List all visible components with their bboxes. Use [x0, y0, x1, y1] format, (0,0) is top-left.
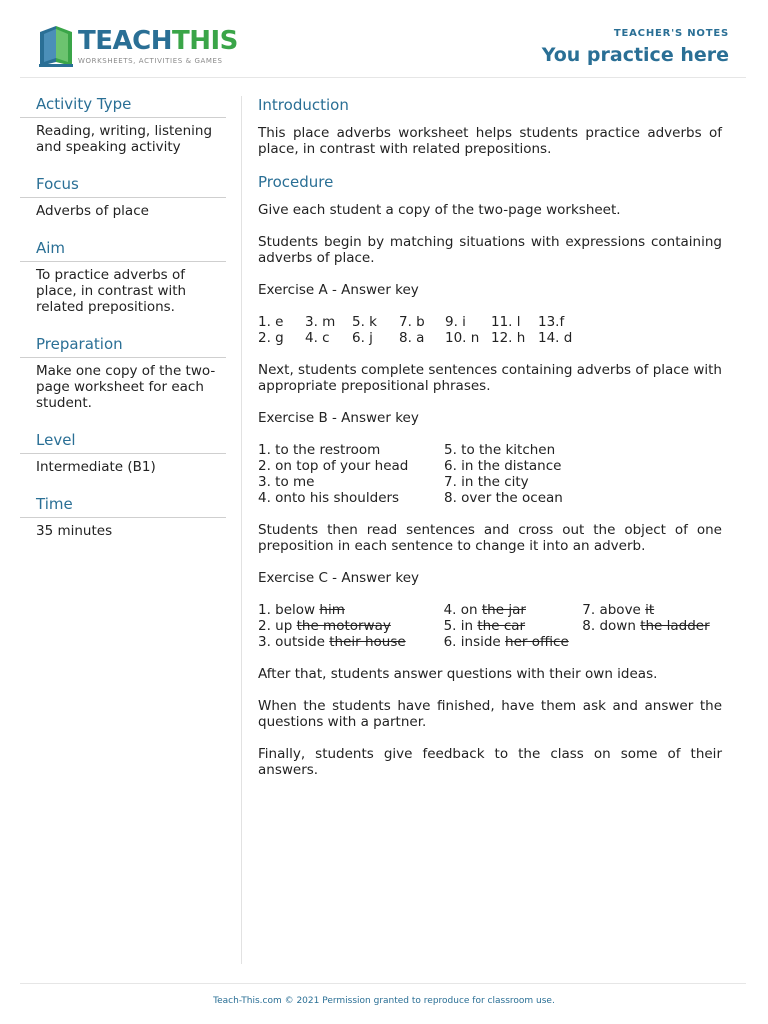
logo-tagline: WORKSHEETS, ACTIVITIES & GAMES	[78, 57, 223, 65]
exercise-a-title: Exercise A - Answer key	[258, 282, 419, 298]
main-content	[258, 96, 722, 794]
exercise-c-answers	[258, 602, 722, 650]
exercise-c-title: Exercise C - Answer key	[258, 570, 419, 586]
procedure-step-7: Finally, students give feedback to the class on some of their answers.	[258, 746, 722, 778]
procedure-step-3: Next, students complete sentences containing adverbs of place with appropriate prepositional phrases.	[258, 362, 722, 394]
exercise-a-answers	[258, 314, 722, 346]
struck-object: it	[645, 602, 655, 618]
answer-item: 3. to me	[258, 474, 315, 490]
answer-item: 1. e	[258, 314, 284, 330]
struck-object: their house	[329, 634, 406, 650]
struck-object: the jar	[481, 602, 526, 618]
struck-object: the motorway	[296, 618, 391, 634]
struck-object: him	[319, 602, 345, 618]
answer-item: 11. l	[491, 314, 521, 330]
answer-item: 8. over the ocean	[444, 490, 563, 506]
procedure-step-1: Give each student a copy of the two-page worksheet.	[258, 202, 621, 218]
exercise-a-row	[258, 330, 722, 346]
sidebar	[20, 95, 226, 559]
footer-divider	[20, 983, 746, 984]
answer-item: 2. g	[258, 330, 284, 346]
answer-item: 4. c	[305, 330, 330, 346]
exercise-c-row	[258, 602, 722, 618]
answer-item: 14. d	[538, 330, 573, 346]
answer-item: 10. n	[445, 330, 480, 346]
focus-section	[20, 175, 226, 219]
exercise-b-row	[258, 474, 722, 490]
exercise-a-row	[258, 314, 722, 330]
procedure-heading: Procedure	[258, 173, 334, 191]
exercise-b-answers	[258, 442, 722, 506]
preparation-heading: Preparation	[20, 335, 226, 358]
answer-item: 1. below him	[258, 602, 345, 618]
answer-item: 4. onto his shoulders	[258, 490, 400, 506]
teachers-notes-label: TEACHER'S NOTES	[613, 28, 729, 39]
exercise-b-title: Exercise B - Answer key	[258, 410, 419, 426]
answer-item: 13.f	[538, 314, 565, 330]
level-section	[20, 431, 226, 475]
page-title: You practice here	[541, 44, 729, 66]
teach-this-logo[interactable]	[36, 22, 236, 70]
activity-type-heading: Activity Type	[20, 95, 226, 118]
answer-item: 12. h	[491, 330, 526, 346]
answer-item: 2. up the motorway	[258, 618, 391, 634]
answer-item	[582, 634, 722, 650]
answer-item: 8. a	[399, 330, 425, 346]
answer-item: 7. in the city	[444, 474, 529, 490]
struck-object: the ladder	[640, 618, 710, 634]
answer-item: 4. on the jar	[443, 602, 526, 618]
answer-item: 9. i	[445, 314, 466, 330]
time-heading: Time	[20, 495, 226, 518]
answer-item: 6. in the distance	[444, 458, 562, 474]
answer-item: 5. to the kitchen	[444, 442, 556, 458]
aim-section	[20, 239, 226, 315]
answer-item: 6. j	[352, 330, 373, 346]
aim-heading: Aim	[20, 239, 226, 262]
struck-object: the car	[477, 618, 526, 634]
book-icon	[36, 22, 76, 68]
procedure-step-6: When the students have finished, have them ask and answer the questions with a partner.	[258, 698, 722, 730]
exercise-b-row	[258, 458, 722, 474]
level-text: Intermediate (B1)	[36, 459, 156, 475]
exercise-b-row	[258, 490, 722, 506]
exercise-c-row	[258, 618, 722, 634]
focus-heading: Focus	[20, 175, 226, 198]
exercise-b-row	[258, 442, 722, 458]
answer-item: 2. on top of your head	[258, 458, 409, 474]
procedure-step-2: Students begin by matching situations with expressions containing adverbs of place.	[258, 234, 722, 266]
answer-item: 3. m	[305, 314, 336, 330]
answer-item: 8. down the ladder	[582, 618, 710, 634]
procedure-step-4: Students then read sentences and cross out the object of one preposition in each sentence to change it into an adverb.	[258, 522, 722, 554]
introduction-heading: Introduction	[258, 96, 349, 114]
procedure-step-5: After that, students answer questions with their own ideas.	[258, 666, 658, 682]
answer-item: 7. b	[399, 314, 425, 330]
preparation-text: Make one copy of the two-page worksheet for each student.	[36, 363, 216, 411]
answer-item: 1. to the restroom	[258, 442, 381, 458]
time-text: 35 minutes	[36, 523, 113, 539]
answer-item: 7. above it	[582, 602, 655, 618]
focus-text: Adverbs of place	[36, 203, 149, 219]
level-heading: Level	[20, 431, 226, 454]
activity-type-text: Reading, writing, listening and speaking activity	[36, 123, 213, 155]
answer-item: 5. in the car	[443, 618, 526, 634]
exercise-c-row	[258, 634, 722, 650]
preparation-section	[20, 335, 226, 411]
copyright-footer: Teach-This.com © 2021 Permission granted to reproduce for classroom use.	[213, 996, 555, 1006]
column-divider	[241, 96, 242, 964]
answer-item: 3. outside their house	[258, 634, 406, 650]
logo-wordmark: TEACHTHIS	[78, 26, 238, 56]
time-section	[20, 495, 226, 539]
aim-text: To practice adverbs of place, in contrast with related prepositions.	[36, 267, 187, 315]
answer-item: 5. k	[352, 314, 377, 330]
header-divider	[20, 77, 746, 78]
struck-object: her office	[505, 634, 569, 650]
activity-type-section	[20, 95, 226, 155]
answer-item: 6. inside her office	[443, 634, 569, 650]
introduction-text: This place adverbs worksheet helps students practice adverbs of place, in contrast with related prepositions.	[258, 125, 722, 157]
page-header	[0, 0, 768, 78]
